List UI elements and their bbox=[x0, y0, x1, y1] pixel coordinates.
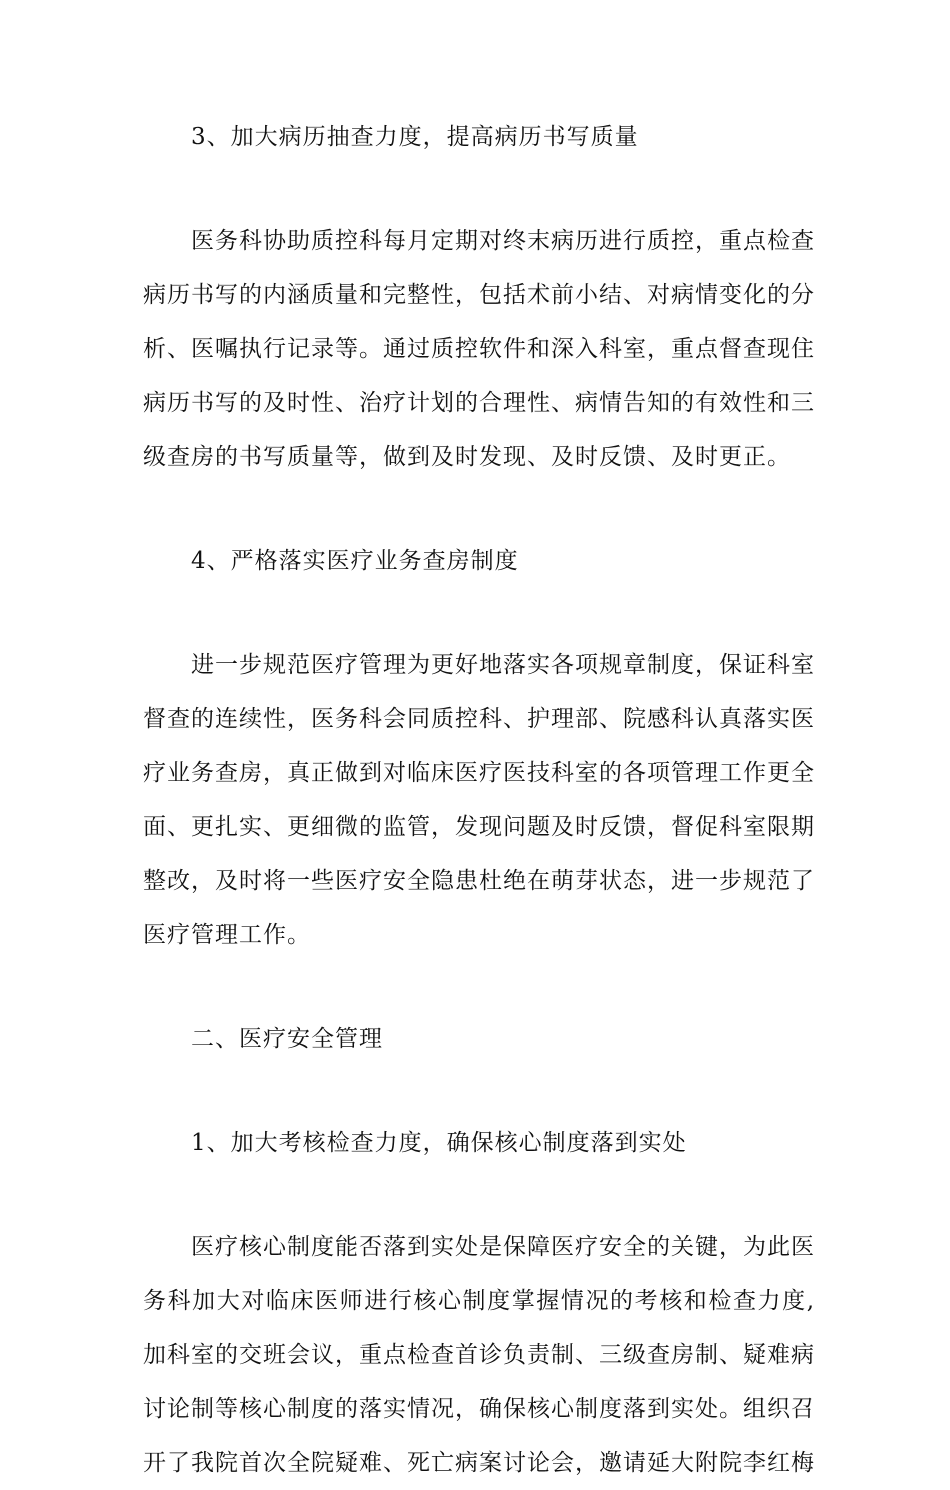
heading-line: 4、严格落实医疗业务查房制度 bbox=[191, 548, 519, 574]
paragraph-ward-rounds bbox=[143, 638, 815, 962]
paragraph-line: 面、更扎实、更细微的监管，发现问题及时反馈，督促科室限期 bbox=[143, 814, 815, 840]
section-heading-medical-safety bbox=[143, 1012, 815, 1066]
paragraph-line: 医务科协助质控科每月定期对终末病历进行质控，重点检查 bbox=[191, 228, 815, 254]
paragraph-line: 务科加大对临床医师进行核心制度掌握情况的考核和检查力度, bbox=[143, 1288, 815, 1314]
paragraph-line: 疗业务查房，真正做到对临床医疗医技科室的各项管理工作更全 bbox=[143, 760, 815, 786]
paragraph-line: 病历书写的及时性、治疗计划的合理性、病情告知的有效性和三 bbox=[143, 390, 815, 416]
paragraph-medical-record-quality bbox=[143, 214, 815, 484]
heading-line: 二、医疗安全管理 bbox=[191, 1026, 383, 1052]
paragraph-line: 析、医嘱执行记录等。通过质控软件和深入科室，重点督查现住 bbox=[143, 336, 815, 362]
paragraph-line: 级查房的书写质量等，做到及时发现、及时反馈、及时更正。 bbox=[143, 444, 791, 470]
heading-line: 1、加大考核检查力度，确保核心制度落到实处 bbox=[191, 1130, 687, 1156]
paragraph-line: 整改，及时将一些医疗安全隐患杜绝在萌芽状态，进一步规范了 bbox=[143, 868, 815, 894]
paragraph-line: 督查的连续性，医务科会同质控科、护理部、院感科认真落实医 bbox=[143, 706, 815, 732]
heading-line: 3、加大病历抽查力度，提高病历书写质量 bbox=[191, 124, 639, 150]
paragraph-core-system bbox=[143, 1220, 815, 1490]
section-heading-1 bbox=[143, 1116, 815, 1170]
paragraph-line: 加科室的交班会议，重点检查首诊负责制、三级查房制、疑难病 bbox=[143, 1342, 815, 1368]
paragraph-line: 讨论制等核心制度的落实情况，确保核心制度落到实处。组织召 bbox=[143, 1396, 815, 1422]
paragraph-line: 医疗管理工作。 bbox=[143, 922, 311, 948]
paragraph-line: 医疗核心制度能否落到实处是保障医疗安全的关键，为此医 bbox=[191, 1234, 815, 1260]
section-heading-4 bbox=[143, 534, 815, 588]
paragraph-line: 病历书写的内涵质量和完整性，包括术前小结、对病情变化的分 bbox=[143, 282, 815, 308]
paragraph-line: 进一步规范医疗管理为更好地落实各项规章制度，保证科室 bbox=[191, 652, 815, 678]
section-heading-3 bbox=[143, 110, 815, 164]
document-body bbox=[143, 110, 815, 1490]
paragraph-line: 开了我院首次全院疑难、死亡病案讨论会，邀请延大附院李红梅 bbox=[143, 1450, 815, 1476]
